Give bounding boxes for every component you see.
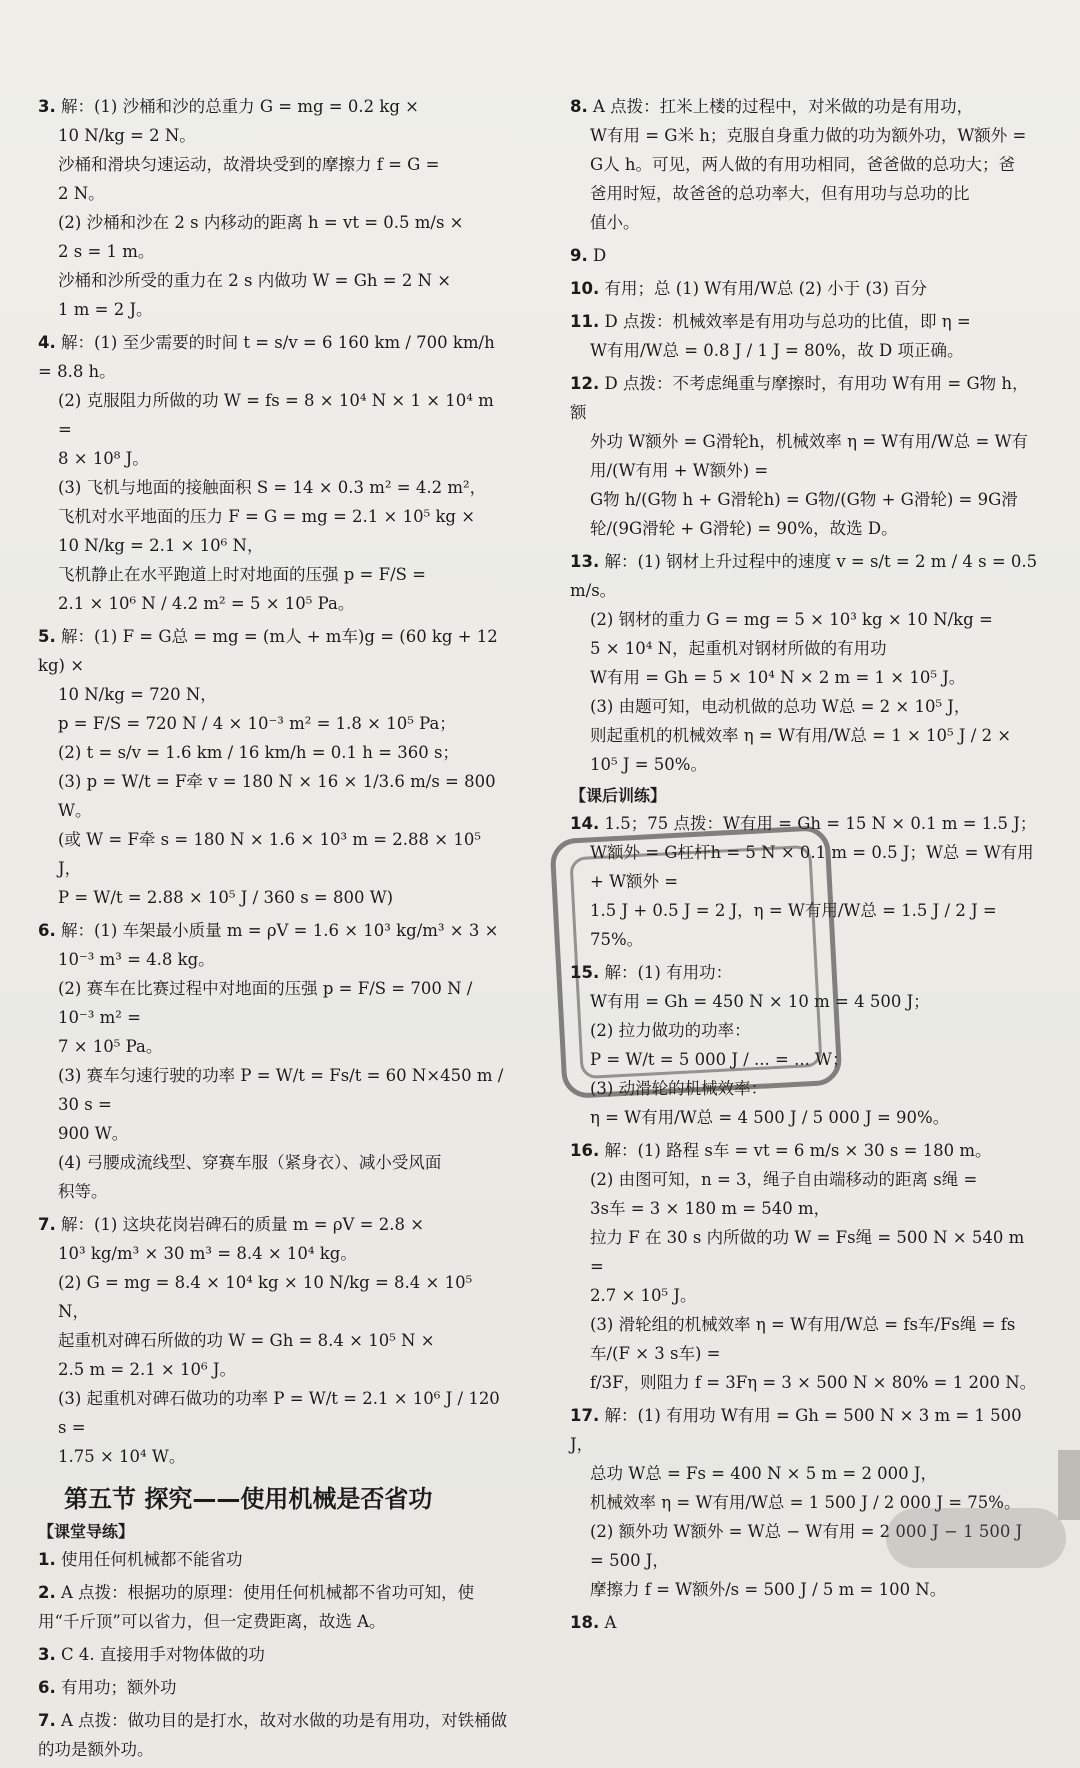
answer-text: (2) 克服阻力所做的功 W = fs = 8 × 10⁴ N × 1 × 10⁴ m =: [58, 391, 494, 439]
classroom-item: [38, 1706, 508, 1764]
question-number: 6.: [38, 921, 56, 940]
answer-text: 2.1 × 10⁶ N / 4.2 m² = 5 × 10⁵ Pa。: [58, 594, 355, 613]
answer-text: 拉力 F 在 30 s 内所做的功 W = Fs绳 = 500 N × 540 m =: [590, 1228, 1025, 1276]
answer-text: (3) 赛车匀速行驶的功率 P = W/t = Fs/t = 60 N×450 m / 30 s =: [58, 1066, 504, 1114]
answer-text: 2.7 × 10⁵ J。: [590, 1286, 697, 1305]
answer-line: [38, 1061, 508, 1119]
classroom-item: [38, 1545, 508, 1574]
answer-item: [38, 916, 508, 1206]
question-number: 1.: [38, 1550, 56, 1569]
answer-line: [38, 589, 508, 618]
answer-text: 值小。: [590, 213, 640, 232]
answer-text: 10 N/kg = 720 N，: [58, 685, 217, 704]
answer-text: (2) 拉力做功的功率：: [590, 1021, 751, 1040]
answer-line: [38, 883, 508, 912]
question-number: 4.: [38, 333, 56, 352]
answer-text: C 4. 直接用手对物体做的功: [61, 1645, 265, 1664]
answer-text: (2) 赛车在比赛过程中对地面的压强 p = F/S = 700 N / 10⁻³ m² =: [58, 979, 473, 1027]
answer-text: D: [593, 246, 607, 265]
answer-text: (3) p = W/t = F牵 v = 180 N × 16 × 1/3.6 m/s = 800 W。: [58, 772, 496, 820]
answer-text: 解：(1) 有用功：: [604, 963, 733, 982]
answer-text: 2 s = 1 m。: [58, 242, 155, 261]
answer-line: [38, 622, 508, 680]
answer-item: [38, 328, 508, 618]
question-number: 15.: [570, 963, 600, 982]
answer-text: 摩擦力 f = W额外/s = 500 J / 5 m = 100 N。: [590, 1580, 947, 1599]
answer-text: W有用 = G米 h；克服自身重力做的功为额外功，W额外 =: [590, 126, 1027, 145]
classroom-item: [38, 1578, 508, 1636]
answer-text: 10 N/kg = 2.1 × 10⁶ N，: [58, 536, 264, 555]
answer-line: [570, 605, 1040, 634]
question-number: 13.: [570, 552, 600, 571]
answer-line: [38, 328, 508, 386]
answer-line: [570, 274, 1040, 303]
answer-line: [570, 1575, 1040, 1604]
answer-line: [570, 208, 1040, 237]
answer-line: [570, 179, 1040, 208]
answer-item: [570, 1401, 1040, 1604]
answer-line: [38, 92, 508, 121]
answer-text: 10⁻³ m³ = 4.8 kg。: [58, 950, 215, 969]
question-number: 7.: [38, 1711, 56, 1730]
stamp-seal: [549, 825, 842, 1099]
answer-line: [38, 974, 508, 1032]
answer-item: [570, 92, 1040, 237]
answer-item: [570, 1136, 1040, 1397]
answer-text: G人 h。可见，两人做的有用功相同，爸爸做的总功大；爸: [590, 155, 1016, 174]
answer-text: 10 N/kg = 2 N。: [58, 126, 196, 145]
answer-line: [570, 1401, 1040, 1459]
answer-line: [38, 767, 508, 825]
question-number: 18.: [570, 1613, 600, 1632]
answer-text: P = W/t = 5 000 J / ... = ... W；: [590, 1050, 849, 1069]
answer-text: A 点拨：做功目的是打水，故对水做的功是有用功，对铁桶做的功是额外功。: [38, 1711, 508, 1759]
question-number: 5.: [38, 627, 56, 646]
answer-line: [38, 1268, 508, 1326]
answer-text: 沙桶和滑块匀速运动，故滑块受到的摩擦力 f = G =: [58, 155, 440, 174]
question-number: 17.: [570, 1406, 600, 1425]
answer-line: [570, 1310, 1040, 1368]
answer-line: [570, 1281, 1040, 1310]
answer-text: 使用任何机械都不能省功: [61, 1550, 243, 1569]
answer-line: [570, 721, 1040, 779]
answer-line: [570, 1368, 1040, 1397]
answer-text: 有用；总 (1) W有用/W总 (2) 小于 (3) 百分: [604, 279, 928, 298]
answer-line: [38, 444, 508, 473]
answer-text: 起重机对碑石所做的功 W = Gh = 8.4 × 10⁵ N ×: [58, 1331, 435, 1350]
answer-line: [38, 295, 508, 324]
answer-line: [38, 825, 508, 883]
answer-text: 爸用时短，故爸爸的总功率大，但有用功与总功的比: [590, 184, 970, 203]
answer-item: [570, 369, 1040, 543]
answer-text: W有用 = Gh = 5 × 10⁴ N × 2 m = 1 × 10⁵ J。: [590, 668, 966, 687]
answer-text: 解：(1) 有用功 W有用 = Gh = 500 N × 3 m = 1 500 J，: [570, 1406, 1022, 1454]
answer-text: (2) t = s/v = 1.6 km / 16 km/h = 0.1 h = 360 s；: [58, 743, 459, 762]
answer-line: [570, 336, 1040, 365]
answer-text: (或 W = F牵 s = 180 N × 1.6 × 10³ m = 2.88 × 10⁵ J，: [58, 830, 481, 878]
answer-text: (2) G = mg = 8.4 × 10⁴ kg × 10 N/kg = 8.4 × 10⁵ N，: [58, 1273, 473, 1321]
answer-text: A 点拨：根据功的原理：使用任何机械都不省功可知，使用“千斤顶”可以省力，但一定费距离，故选 A。: [38, 1583, 475, 1631]
answer-line: [38, 473, 508, 502]
answer-text: 8 × 10⁸ J。: [58, 449, 149, 468]
answer-line: [570, 1103, 1040, 1132]
answer-line: [38, 502, 508, 531]
answer-text: 解：(1) 至少需要的时间 t = s/v = 6 160 km / 700 km/h = 8.8 h。: [38, 333, 495, 381]
answer-text: A 点拨：扛米上楼的过程中，对米做的功是有用功，: [593, 97, 974, 116]
answer-line: [38, 1384, 508, 1442]
answer-line: [570, 1136, 1040, 1165]
answer-line: [570, 92, 1040, 121]
answer-text: 外功 W额外 = G滑轮h，机械效率 η = W有用/W总 = W有用/(W有用 + W额外) =: [590, 432, 1029, 480]
answer-item: [570, 274, 1040, 303]
answer-line: [38, 680, 508, 709]
answer-line: [570, 150, 1040, 179]
answer-item: [38, 92, 508, 324]
answer-line: [38, 386, 508, 444]
answer-line: [38, 179, 508, 208]
answer-text: (2) 额外功 W额外 = W总 − W有用 = 2 000 J − 1 500 J = 500 J，: [590, 1522, 1023, 1570]
left-column: [38, 92, 508, 1768]
answer-text: f/3F，则阻力 f = 3Fη = 3 × 500 N × 80% = 1 200 N。: [590, 1373, 1037, 1392]
answer-text: W有用/W总 = 0.8 J / 1 J = 80%，故 D 项正确。: [590, 341, 964, 360]
answer-item: [38, 1210, 508, 1471]
question-number: 10.: [570, 279, 600, 298]
answer-text: 解：(1) 沙桶和沙的总重力 G = mg = 0.2 kg ×: [61, 97, 419, 116]
answer-line: [38, 208, 508, 237]
answer-text: 则起重机的机械效率 η = W有用/W总 = 1 × 10⁵ J / 2 × 10⁵ J = 50%。: [590, 726, 1012, 774]
answer-text: 解：(1) F = G总 = mg = (m人 + m车)g = (60 kg + 12 kg) ×: [38, 627, 498, 675]
answer-text: 解：(1) 路程 s车 = vt = 6 m/s × 30 s = 180 m。: [604, 1141, 992, 1160]
answer-line: [38, 266, 508, 295]
answer-text: (2) 钢材的重力 G = mg = 5 × 10³ kg × 10 N/kg =: [590, 610, 993, 629]
classroom-item: [38, 1673, 508, 1702]
answer-line: [38, 237, 508, 266]
answer-text: 有用功；额外功: [61, 1678, 177, 1697]
answer-item: [570, 307, 1040, 365]
answer-text: 7 × 10⁵ Pa。: [58, 1037, 163, 1056]
answer-text: 5 × 10⁴ N，起重机对钢材所做的有用功: [590, 639, 887, 658]
question-number: 16.: [570, 1141, 600, 1160]
question-number: 12.: [570, 374, 600, 393]
answer-line: [38, 1032, 508, 1061]
answer-text: 总功 W总 = Fs = 400 N × 5 m = 2 000 J，: [590, 1464, 938, 1483]
answer-line: [570, 427, 1040, 485]
answer-text: (3) 飞机与地面的接触面积 S = 14 × 0.3 m² = 4.2 m²，: [58, 478, 487, 497]
answer-text: P = W/t = 2.88 × 10⁵ J / 360 s = 800 W): [58, 888, 394, 907]
answer-text: (3) 由题可知，电动机做的总功 W总 = 2 × 10⁵ J，: [590, 697, 971, 716]
answer-line: [38, 531, 508, 560]
answer-line: [570, 1194, 1040, 1223]
answer-line: [570, 307, 1040, 336]
answer-text: W有用 = Gh = 450 N × 10 m = 4 500 J；: [590, 992, 930, 1011]
answer-text: 3s车 = 3 × 180 m = 540 m，: [590, 1199, 831, 1218]
answer-text: 1.5 J + 0.5 J = 2 J，η = W有用/W总 = 1.5 J / 2 J = 75%。: [590, 901, 997, 949]
watermark-logo: [886, 1508, 1066, 1568]
answer-item: [38, 622, 508, 912]
answer-text: (3) 起重机对碑石做功的功率 P = W/t = 2.1 × 10⁶ J / 120 s =: [58, 1389, 500, 1437]
answer-text: D 点拨：不考虑绳重与摩擦时，有用功 W有用 = G物 h，额: [570, 374, 1029, 422]
answer-line: [570, 1608, 1040, 1637]
answer-line: [570, 1223, 1040, 1281]
answer-line: [38, 1355, 508, 1384]
answer-text: 飞机对水平地面的压力 F = G = mg = 2.1 × 10⁵ kg ×: [58, 507, 476, 526]
question-number: 3.: [38, 97, 56, 116]
answer-text: 2.5 m = 2.1 × 10⁶ J。: [58, 1360, 236, 1379]
answer-text: (3) 动滑轮的机械效率：: [590, 1079, 768, 1098]
answer-text: G物 h/(G物 h + G滑轮h) = G物/(G物 + G滑轮) = 9G滑轮/(9G滑轮 + G滑轮) = 90%，故选 D。: [590, 490, 1018, 538]
classroom-label: 【课堂导练】: [38, 1522, 135, 1541]
answer-text: 沙桶和沙所受的重力在 2 s 内做功 W = Gh = 2 N ×: [58, 271, 452, 290]
answer-text: 飞机静止在水平跑道上时对地面的压强 p = F/S =: [58, 565, 427, 584]
answer-text: 解：(1) 这块花岗岩碑石的质量 m = ρV = 2.8 ×: [61, 1215, 425, 1234]
question-number: 6.: [38, 1678, 56, 1697]
answer-line: [570, 121, 1040, 150]
answer-text: (3) 滑轮组的机械效率 η = W有用/W总 = fs车/Fs绳 = fs车/(F × 3 s车) =: [590, 1315, 1016, 1363]
question-number: 2.: [38, 1583, 56, 1602]
page-edge-tab: [1058, 1450, 1080, 1520]
answer-line: [38, 709, 508, 738]
answer-line: [38, 738, 508, 767]
answer-text: 机械效率 η = W有用/W总 = 1 500 J / 2 000 J = 75%。: [590, 1493, 1021, 1512]
question-number: 9.: [570, 246, 588, 265]
answer-line: [38, 1239, 508, 1268]
answer-text: 解：(1) 车架最小质量 m = ρV = 1.6 × 10³ kg/m³ × 3 ×: [61, 921, 499, 940]
answer-line: [570, 485, 1040, 543]
answer-text: 10³ kg/m³ × 30 m³ = 8.4 × 10⁴ kg。: [58, 1244, 357, 1263]
answer-line: [570, 663, 1040, 692]
answer-line: [38, 1148, 508, 1177]
answer-text: 900 W。: [58, 1124, 129, 1143]
answer-text: 1 m = 2 J。: [58, 300, 153, 319]
answer-text: 积等。: [58, 1182, 108, 1201]
answer-text: 2 N。: [58, 184, 105, 203]
answer-line: [570, 369, 1040, 427]
answer-text: 解：(1) 钢材上升过程中的速度 v = s/t = 2 m / 4 s = 0.5 m/s。: [570, 552, 1038, 600]
answer-text: (2) 由图可知，n = 3，绳子自由端移动的距离 s绳 =: [590, 1170, 978, 1189]
question-number: 3.: [38, 1645, 56, 1664]
answer-line: [38, 560, 508, 589]
after-class-label: 【课后训练】: [570, 786, 667, 805]
question-number: 14.: [570, 814, 600, 833]
answer-text: 1.75 × 10⁴ W。: [58, 1447, 186, 1466]
answer-item: [570, 241, 1040, 270]
answer-text: A: [604, 1613, 617, 1632]
question-number: 11.: [570, 312, 600, 331]
classroom-item: [38, 1640, 508, 1669]
answer-line: [38, 1119, 508, 1148]
answer-text: (4) 弓腰成流线型、穿赛车服（紧身衣）、减小受风面: [58, 1153, 442, 1172]
section-title: 第五节 探究——使用机械是否省功: [64, 1485, 433, 1513]
answer-line: [38, 150, 508, 179]
question-number: 7.: [38, 1215, 56, 1234]
answer-line: [38, 1442, 508, 1471]
answer-line: [570, 1165, 1040, 1194]
answer-text: W额外 = G杠杆h = 5 N × 0.1 m = 0.5 J；W总 = W有用 + W额外 =: [590, 843, 1034, 891]
answer-line: [570, 241, 1040, 270]
answer-item: [570, 1608, 1040, 1637]
answer-text: η = W有用/W总 = 4 500 J / 5 000 J = 90%。: [590, 1108, 950, 1127]
answer-text: (2) 沙桶和沙在 2 s 内移动的距离 h = vt = 0.5 m/s ×: [58, 213, 464, 232]
answer-line: [38, 916, 508, 945]
question-number: 8.: [570, 97, 588, 116]
answer-line: [570, 1459, 1040, 1488]
answer-line: [38, 1177, 508, 1206]
answer-line: [570, 692, 1040, 721]
answer-line: [38, 121, 508, 150]
answer-line: [38, 1210, 508, 1239]
answer-item: [570, 547, 1040, 779]
answer-line: [38, 1326, 508, 1355]
answer-text: 1.5；75 点拨：W有用 = Gh = 15 N × 0.1 m = 1.5 J；: [604, 814, 1037, 833]
answer-line: [38, 945, 508, 974]
answer-text: p = F/S = 720 N / 4 × 10⁻³ m² = 1.8 × 10⁵ Pa；: [58, 714, 456, 733]
answer-line: [570, 634, 1040, 663]
answer-text: D 点拨：机械效率是有用功与总功的比值，即 η =: [604, 312, 971, 331]
answer-line: [570, 547, 1040, 605]
